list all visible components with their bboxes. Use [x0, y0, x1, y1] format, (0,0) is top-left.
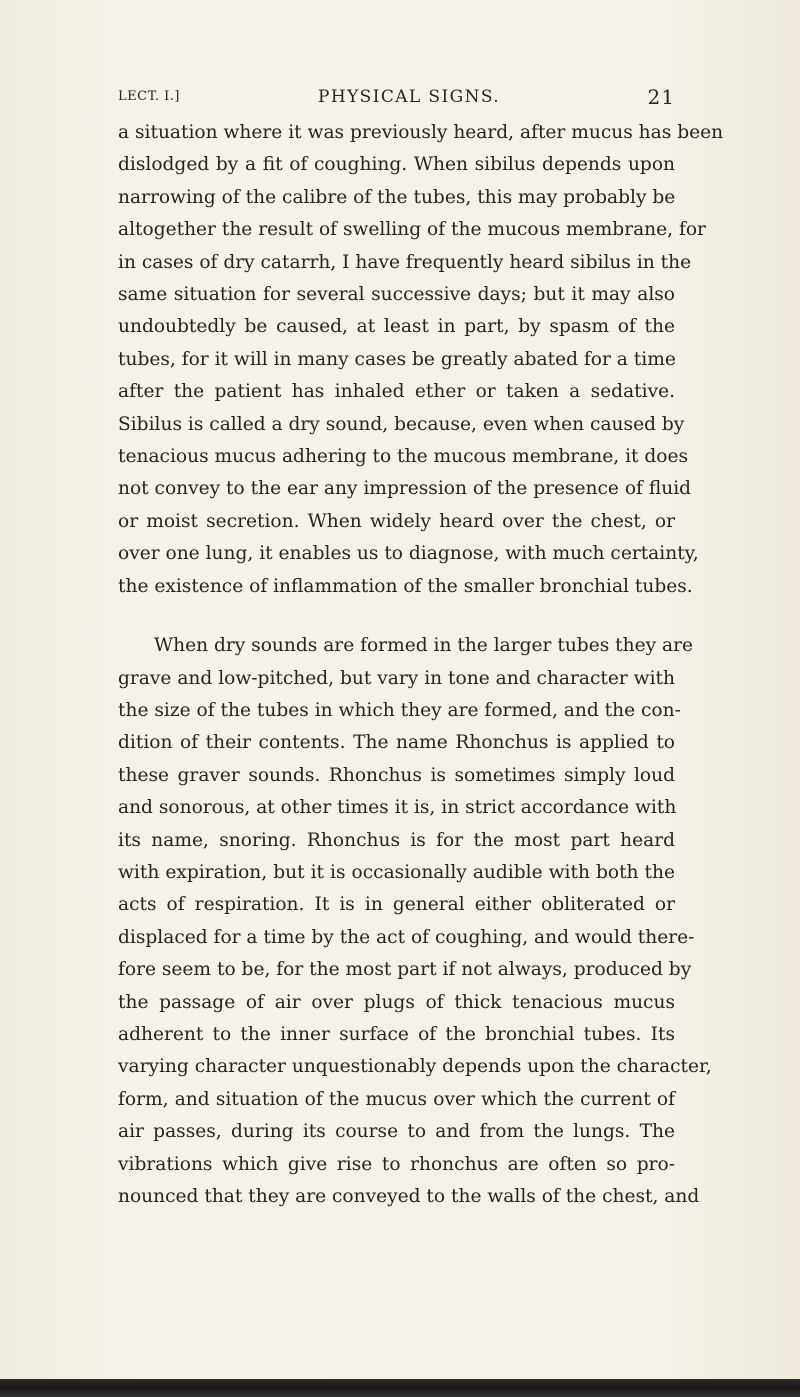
text-line: When dry sounds are formed in the larger tubes they are — [154, 635, 693, 657]
paragraph-rhonchus — [118, 630, 712, 1213]
text-line: tubes, for it will in many cases be greatly abated for a time — [118, 348, 676, 370]
text-line: air passes, during its course to and from the lungs. The — [118, 1121, 675, 1143]
text-line: not convey to the ear any impression of the presence of fluid — [118, 478, 692, 500]
text-line: in cases of dry catarrh, I have frequently heard sibilus in the — [118, 251, 692, 273]
text-line: or moist secretion. When widely heard over the chest, or — [118, 510, 675, 532]
text-line: nounced that they are conveyed to the walls of the chest, and — [118, 1186, 700, 1207]
text-line: grave and low-pitched, but vary in tone and character with — [118, 667, 675, 689]
text-line: the size of the tubes in which they are formed, and the con- — [118, 699, 681, 721]
running-title: PHYSICAL SIGNS. — [318, 87, 501, 107]
text-line: dislodged by a fit of coughing. When sibilus depends upon — [118, 154, 675, 176]
text-line: with expiration, but it is occasionally audible with both the — [118, 861, 675, 883]
text-line: narrowing of the calibre of the tubes, this may probably be — [118, 186, 676, 208]
body-text — [118, 117, 724, 1213]
text-line: these graver sounds. Rhonchus is sometimes simply loud — [118, 764, 675, 786]
text-line: the passage of air over plugs of thick tenacious mucus — [118, 991, 675, 1013]
text-line: tenacious mucus adhering to the mucous membrane, it does — [118, 446, 689, 468]
text-line: same situation for several successive days; but it may also — [118, 284, 675, 306]
lecture-marker: LECT. I.] — [118, 89, 180, 104]
page-bottom-edge — [0, 1379, 800, 1397]
text-line: dition of their contents. The name Rhonchus is applied to — [118, 732, 675, 754]
text-line: form, and situation of the mucus over which the current of — [118, 1088, 675, 1110]
text-line: its name, snoring. Rhonchus is for the most part heard — [118, 829, 675, 851]
paragraph-sibilus — [118, 117, 724, 603]
text-line: the existence of inflammation of the smaller bronchial tubes. — [118, 575, 693, 597]
text-line: and sonorous, at other times it is, in strict accordance with — [118, 797, 677, 819]
text-line: acts of respiration. It is in general either obliterated or — [118, 894, 675, 916]
text-line: a situation where it was previously heard, after mucus has been — [118, 122, 724, 143]
text-line: varying character unquestionably depends upon the character, — [118, 1056, 712, 1078]
text-line: fore seem to be, for the most part if not always, produced by — [118, 959, 692, 981]
text-line: over one lung, it enables us to diagnose, with much certainty, — [118, 543, 699, 565]
text-line: altogether the result of swelling of the mucous membrane, for — [118, 219, 706, 241]
text-line: undoubtedly be caused, at least in part, by spasm of the — [118, 316, 675, 338]
page-header — [118, 82, 675, 112]
text-line: after the patient has inhaled ether or taken a sedative. — [118, 381, 675, 403]
text-line: adherent to the inner surface of the bronchial tubes. Its — [118, 1023, 675, 1045]
text-line: vibrations which give rise to rhonchus are often so pro- — [118, 1153, 675, 1175]
text-line: Sibilus is called a dry sound, because, even when caused by — [118, 413, 685, 435]
page-number: 21 — [647, 85, 675, 109]
text-line: displaced for a time by the act of coughing, and would there- — [118, 926, 695, 948]
